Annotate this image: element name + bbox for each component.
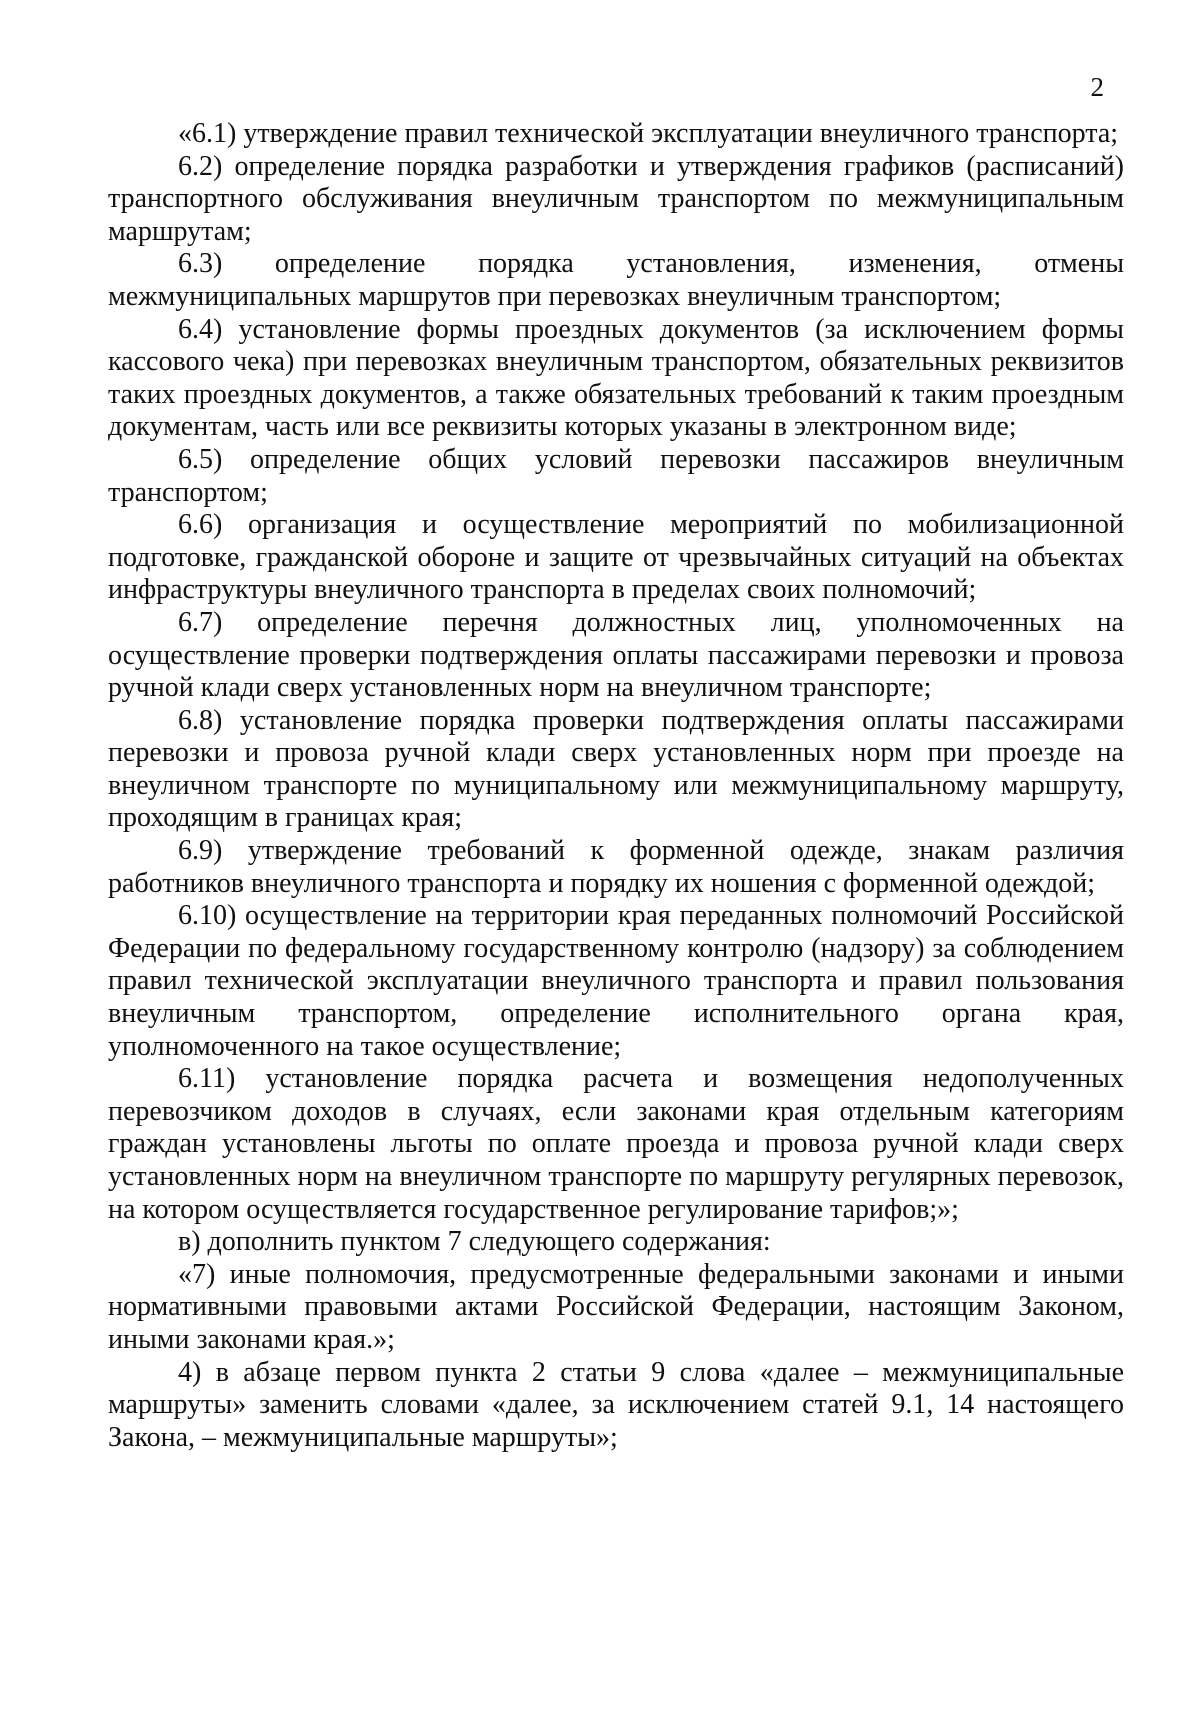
paragraph-7: «7) иные полномочия, предусмотренные федеральными законами и иными нормативными правовыми актами Российской Федерации, настоящим Законом, иными законами края.»; xyxy=(108,1258,1124,1355)
paragraph-6-11: 6.11) установление порядка расчета и возмещения недополученных перевозчиком доходов в случаях, если законами края отдельным категориям граждан установлены льготы по оплате проезда и провоза ручной клади сверх установленных норм на внеуличном транспорте по маршруту регулярных перевозок, на котором осуществляется государственное регулирование тарифов;»; xyxy=(108,1063,1124,1225)
paragraph-6-8: 6.8) установление порядка проверки подтверждения оплаты пассажирами перевозки и провоза ручной клади сверх установленных норм при проезде на внеуличном транспорте по муниципальному или межмуниципальному маршруту, проходящим в границах края; xyxy=(108,704,1124,834)
paragraph-6-4: 6.4) установление формы проездных документов (за исключением формы кассового чека) при перевозках внеуличным транспортом, обязательных реквизитов таких проездных документов, а также обязательных требований к таким проездным документам, часть или все реквизиты которых указаны в электронном виде; xyxy=(108,313,1124,443)
paragraph-6-7: 6.7) определение перечня должностных лиц, уполномоченных на осуществление проверки подтверждения оплаты пассажирами перевозки и провоза ручной клади сверх установленных норм на внеуличном транспорте; xyxy=(108,606,1124,704)
paragraph-6-6: 6.6) организация и осуществление мероприятий по мобилизационной подготовке, гражданской обороне и защите от чрезвычайных ситуаций на объектах инфраструктуры внеуличного транспорта в пределах своих полномочий; xyxy=(108,509,1124,606)
paragraph-6-10: 6.10) осуществление на территории края переданных полномочий Российской Федерации по федеральному государственному контролю (надзору) за соблюдением правил технической эксплуатации внеуличного транспорта и правил пользования внеуличным транспортом, определение исполнительного органа края, уполномоченного на такое осуществление; xyxy=(108,900,1124,1062)
paragraph-6-9: 6.9) утверждение требований к форменной одежде, знакам различия работников внеуличного транспорта и порядку их ношения с форменной одеждой; xyxy=(108,835,1124,899)
paragraph-6-5: 6.5) определение общих условий перевозки пассажиров внеуличным транспортом; xyxy=(108,443,1124,508)
page-number: 2 xyxy=(1090,72,1104,102)
paragraph-6-2: 6.2) определение порядка разработки и утверждения графиков (расписаний) транспортного обслуживания внеуличным транспортом по межмуниципальным маршрутам; xyxy=(108,150,1124,247)
paragraph-6-3: 6.3) определение порядка установления, изменения, отмены межмуниципальных маршрутов при перевозках внеуличным транспортом; xyxy=(108,248,1124,312)
paragraph-4: 4) в абзаце первом пункта 2 статьи 9 слова «далее – межмуниципальные маршруты» заменить словами «далее, за исключением статей 9.1, 14 настоящего Закона, – межмуниципальные маршруты»; xyxy=(108,1356,1124,1453)
document-body xyxy=(108,118,1124,1454)
paragraph-v: в) дополнить пунктом 7 следующего содержания: xyxy=(178,1226,771,1258)
paragraph-6-1: «6.1) утверждение правил технической эксплуатации внеуличного транспорта; xyxy=(178,118,1119,149)
